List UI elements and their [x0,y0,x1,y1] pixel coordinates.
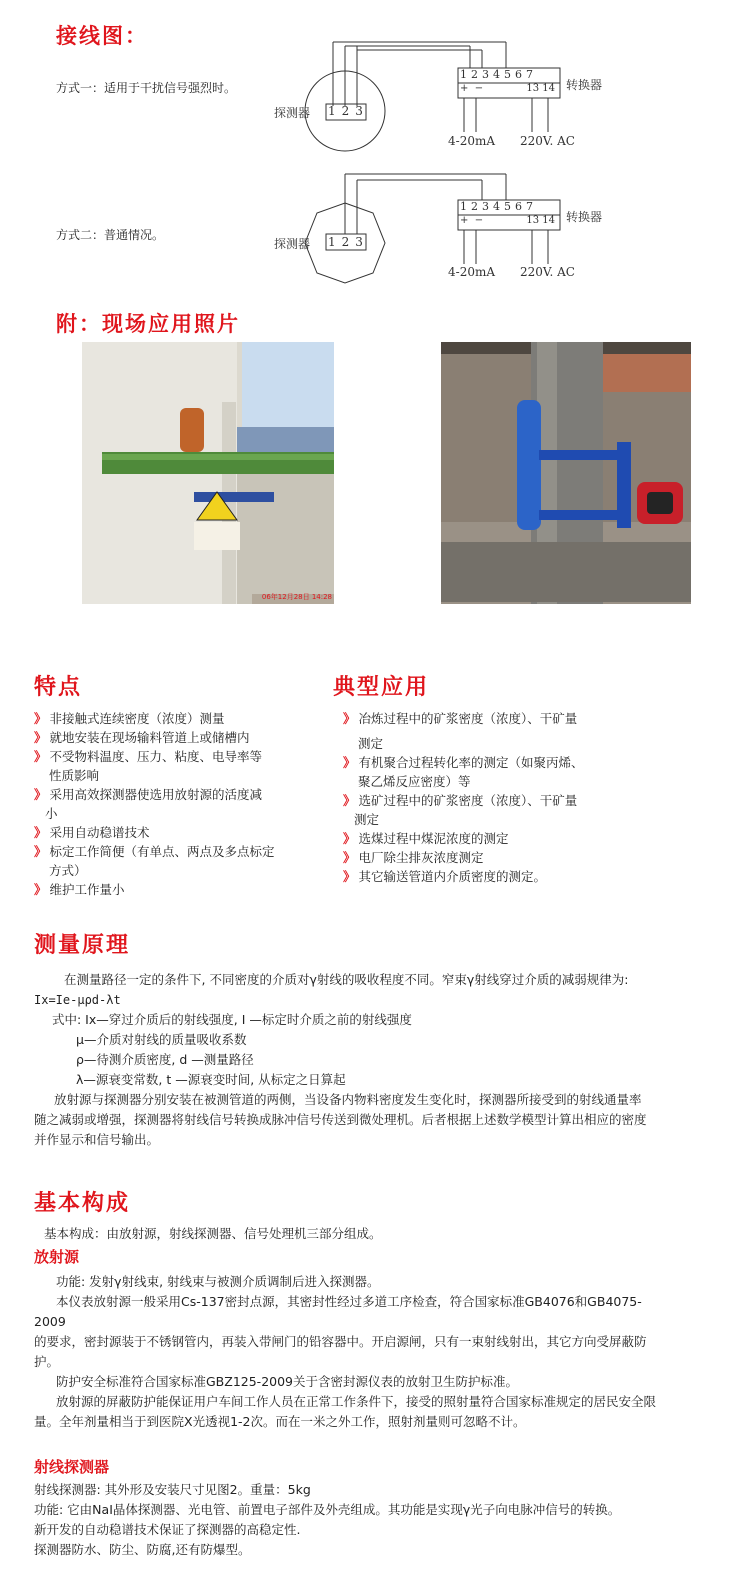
list-item: 》 冶炼过程中的矿浆密度（浓度）、干矿量 [343,711,578,726]
principle-para-2-end: 并作显示和信号输出。 [34,1132,160,1147]
photo-timestamp: 06年12月28日 14:28 [261,593,332,601]
list-item: 》 电厂除尘排灰浓度测定 [343,850,484,865]
source-para-4-end: 量。全年剂量相当于到医院X光透视1-2次。而在一米之外工作，照射剂量则可忽略不计。 [34,1414,526,1429]
principle-para-1: 在测量路径一定的条件下, 不同密度的介质对γ射线的吸收程度不同。窄束γ射线穿过介质的减弱规律为: [64,972,629,987]
mode1-text: 方式一：适用于干扰信号强烈时。 [56,81,237,95]
list-item: 》 选矿过程中的矿浆密度（浓度）、干矿量 [343,793,578,808]
source-para-2: 本仪表放射源一般采用Cs-137密封点源，其密封性经过多道工序检查，符合国家标准GB4076和GB4075- [56,1294,642,1309]
source-body [34,1272,656,1432]
list-item: 》 选煤过程中煤泥浓度的测定 [343,831,509,846]
applications-list [343,709,584,886]
composition-intro: 基本构成：由放射源，射线探测器、信号处理机三部分组成。 [44,1226,382,1241]
formula-desc-1: 式中: Ix—穿过介质后的射线强度, I —标定时介质之前的射线强度 [52,1012,412,1027]
source-para-4: 放射源的屏蔽防护能保证用户车间工作人员在正常工作条件下，接受的照射量符合国家标准规定的居民安全限 [56,1394,657,1409]
formula: Ix=Ie-μρd-λt [34,993,121,1007]
converter-label-1: 转换器 [566,78,603,92]
source-para-2-end: 护。 [34,1354,60,1369]
source-para-2-cont: 的要求，密封源装于不锈钢管内，再装入带闸门的铅容器中。开启源闸，只有一束射线射出，其它方向受屏蔽防 [34,1334,647,1349]
signal-label-2: 4-20mA [448,265,496,279]
converter-label-2: 转换器 [566,210,603,224]
list-item-continued: 小 [45,806,58,821]
list-item: 》 不受物料温度、压力、粘度、电导率等 [34,749,263,764]
detector-label-2: 探测器 [274,237,311,251]
mode2-text: 方式二：普通情况。 [56,228,165,242]
principle-para-2-cont: 随之减弱或增强，探测器将射线信号转换成脉冲信号传送到微处理机。后者根据上述数学模型计算出相应的密度 [34,1112,647,1127]
list-item: 》 维护工作量小 [34,882,125,897]
source-para-3: 防护安全标准符合国家标准GBZ125-2009关于含密封源仪表的放射卫生防护标准。 [56,1374,519,1389]
features-title: 特点 [34,675,83,700]
list-item: 》 采用自动稳谱技术 [34,825,150,840]
list-item: 》 非接触式连续密度（浓度）测量 [34,711,225,726]
wiring-title: 接线图： [56,24,148,48]
principle-title: 测量原理 [34,933,131,958]
list-item-continued: 测定 [354,812,380,827]
converter-terminals-1: 1234567 [460,68,537,81]
detector-terminals-2: 123 [328,235,369,249]
detector-para-1: 射线探测器: 其外形及安装尺寸见图2。重量：5kg [34,1482,311,1497]
composition-title: 基本构成 [34,1191,131,1216]
list-item-continued: 测定 [358,736,384,751]
list-item: 》 采用高效探测器使选用放射源的活度减 [34,787,263,802]
list-item: 》 其它输送管道内介质密度的测定。 [343,869,547,884]
detector-para-3: 新开发的自动稳谱技术保证了探测器的高稳定性. [34,1522,301,1537]
list-item: 》 就地安装在现场输料管道上或储槽内 [34,730,250,745]
formula-desc-2: μ—介质对射线的质量吸收系数 [76,1032,247,1047]
site-photo-2-image [441,342,691,604]
site-photo-2 [441,342,691,604]
list-item: 》 有机聚合过程转化率的测定（如聚丙烯、 [343,755,584,770]
detector-body [34,1480,620,1560]
detector-label-1: 探测器 [274,106,311,120]
converter-sub-2: + − 13 14 [460,215,555,226]
detector-title: 射线探测器 [34,1458,110,1476]
signal-label-1: 4-20mA [448,134,496,148]
power-label-2: 220V. AC [520,265,575,279]
applications-title: 典型应用 [333,675,430,700]
principle-para-2: 放射源与探测器分别安装在被测管道的两侧，当设备内物料密度发生变化时，探测器所接受到的射线通量率 [54,1092,642,1107]
features-list [34,709,275,899]
formula-desc-4: λ—源衰变常数, t —源衰变时间, 从标定之日算起 [76,1072,346,1087]
converter-terminals-2: 1234567 [460,200,537,213]
detector-para-2: 功能: 它由NaI晶体探测器、光电管、前置电子部件及外壳组成。其功能是实现γ光子向电脉冲信号的转换。 [34,1502,621,1517]
converter-sub-1: + − 13 14 [460,83,555,94]
source-para-2-cont: 2009 [34,1314,66,1329]
source-title: 放射源 [34,1248,80,1266]
list-item: 》 标定工作简便（有单点、两点及多点标定 [34,844,275,859]
list-item-continued: 方式） [49,863,87,878]
source-para-1: 功能: 发射γ射线束, 射线束与被测介质调制后进入探测器。 [56,1274,380,1289]
list-item-continued: 性质影响 [49,768,100,783]
site-photo-1 [82,342,334,604]
detector-terminals-1: 123 [328,104,369,118]
list-item-continued: 聚乙烯反应密度）等 [358,774,471,789]
formula-desc-3: ρ—待测介质密度, d —测量路径 [76,1052,254,1067]
site-photo-1-image [82,342,334,604]
detector-para-4: 探测器防水、防尘、防腐,还有防爆型。 [34,1542,251,1557]
power-label-1: 220V. AC [520,134,575,148]
photos-title: 附：现场应用照片 [56,312,240,336]
principle-body [34,970,647,1150]
